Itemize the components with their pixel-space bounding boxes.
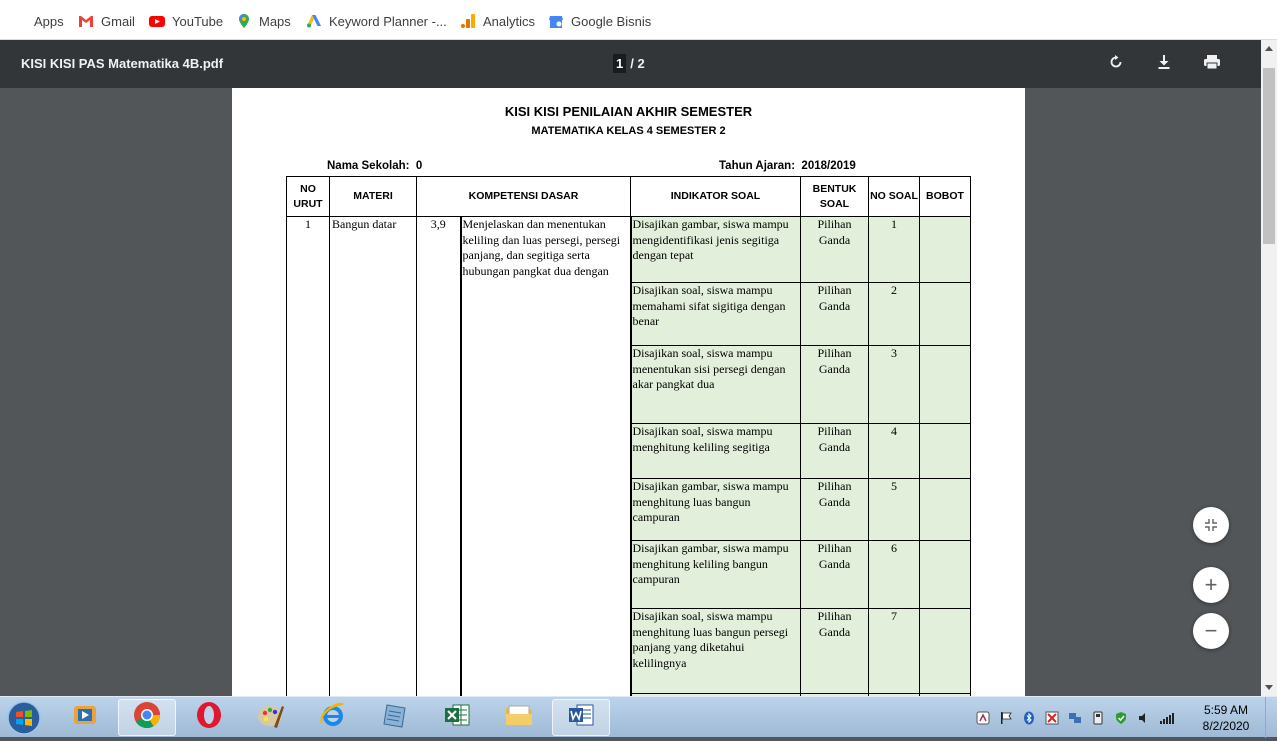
excel-icon [443, 701, 471, 734]
cell-bentuk: Pilihan Ganda [801, 283, 869, 346]
google-my-business-icon [548, 13, 564, 29]
bookmark-label: Maps [259, 13, 291, 29]
page-number-input[interactable]: 1 [613, 54, 626, 73]
cell-indikator: Disajikan soal, siswa mampu menentukan sisi persegi dengan akar pangkat dua [631, 346, 801, 424]
bookmark-label: YouTube [172, 13, 224, 29]
pdf-toolbar [0, 40, 1277, 88]
page-total: / 2 [630, 56, 645, 71]
page-indicator [613, 54, 645, 73]
vertical-scrollbar[interactable] [1261, 40, 1277, 696]
cell-indikator: Disajikan soal, siswa mampu menghitung keliling segitiga [631, 424, 801, 479]
print-icon [1203, 54, 1221, 75]
cell-no-soal: 1 [869, 217, 920, 283]
scroll-up-arrow-icon[interactable] [1265, 46, 1273, 51]
clock-date: 8/2/2020 [1202, 719, 1250, 733]
fit-to-page-button[interactable] [1193, 507, 1229, 543]
action-center-flag-icon[interactable] [998, 711, 1014, 725]
youtube-icon [149, 13, 165, 29]
document-title: KISI KISI PAS Matematika 4B.pdf [21, 56, 224, 71]
taskbar-paint[interactable] [242, 699, 300, 736]
table-row [287, 217, 971, 283]
cell-bentuk: Pilihan Ganda [801, 217, 869, 283]
zoom-out-icon: − [1204, 618, 1218, 643]
media-player-icon [72, 703, 98, 732]
year-label: Tahun Ajaran: [719, 160, 796, 172]
download-icon [1156, 54, 1172, 75]
maps-pin-icon [236, 13, 252, 29]
cell-indikator: Disajikan soal, siswa mampu menghitung luas bangun persegi panjang yang diketahui kelilingnya [631, 609, 801, 694]
cell-no-soal: 3 [869, 346, 920, 424]
zoom-in-button[interactable] [1193, 567, 1229, 603]
bookmark-youtube[interactable] [149, 11, 223, 31]
notepad-icon [381, 701, 409, 734]
header-no-soal: NO SOAL [869, 177, 920, 217]
cell-kd-number: 3,9 [417, 217, 461, 697]
year-value: 2018/2019 [801, 160, 856, 172]
bookmark-gmail[interactable] [78, 11, 135, 31]
cell-bobot [920, 541, 971, 609]
pdf-page [232, 88, 1025, 696]
bookmark-google-bisnis[interactable] [548, 11, 651, 31]
rotate-button[interactable] [1104, 52, 1128, 76]
cell-no-soal: 4 [869, 424, 920, 479]
analytics-icon [460, 13, 476, 29]
taskbar-media-player[interactable] [56, 699, 114, 736]
taskbar-excel[interactable] [428, 699, 486, 736]
cell-bobot [920, 217, 971, 283]
folder-icon [504, 701, 534, 734]
wacom-icon[interactable] [975, 711, 991, 725]
bookmark-analytics[interactable] [460, 11, 535, 31]
taskbar-chrome[interactable] [118, 699, 176, 736]
school-year-field [719, 160, 856, 172]
google-ads-icon [306, 13, 322, 29]
header-no-urut: NO URUT [287, 177, 330, 217]
document-subheading: MATEMATIKA KELAS 4 SEMESTER 2 [531, 125, 726, 137]
taskbar-file-explorer[interactable] [490, 699, 548, 736]
header-kompetensi-dasar: KOMPETENSI DASAR [417, 177, 631, 217]
bookmark-label: Analytics [483, 13, 536, 29]
taskbar-opera[interactable] [180, 699, 238, 736]
internet-explorer-icon [319, 701, 347, 734]
cell-bentuk: Pilihan Ganda [801, 541, 869, 609]
cell-bobot [920, 283, 971, 346]
show-desktop-button[interactable] [1265, 697, 1277, 738]
cell-no-soal: 2 [869, 283, 920, 346]
bookmarks-bar [0, 0, 1277, 40]
signal-strength-icon[interactable] [1159, 711, 1175, 725]
pdf-viewer[interactable] [0, 88, 1261, 696]
usb-device-icon[interactable] [1090, 711, 1106, 725]
table-header-row [287, 177, 971, 217]
school-name-field [327, 160, 422, 172]
cell-bentuk: Pilihan Ganda [801, 609, 869, 694]
taskbar-word[interactable] [552, 699, 610, 736]
cell-bobot [920, 424, 971, 479]
cell-bentuk: Pilihan Ganda [801, 424, 869, 479]
system-clock[interactable] [1196, 702, 1256, 734]
security-shield-icon[interactable] [1113, 711, 1129, 725]
taskbar [0, 696, 1277, 737]
cell-no-soal: 6 [869, 541, 920, 609]
header-materi: MATERI [330, 177, 417, 217]
zoom-in-icon: + [1204, 572, 1218, 597]
cell-bentuk: Pilihan Ganda [801, 479, 869, 541]
system-tray [975, 709, 1175, 727]
document-heading: KISI KISI PENILAIAN AKHIR SEMESTER [504, 104, 753, 119]
bookmark-maps[interactable] [236, 11, 291, 31]
chrome-icon [133, 701, 161, 734]
cell-indikator: Disajikan soal, siswa mampu memahami sifat sigitiga dengan benar [631, 283, 801, 346]
school-label: Nama Sekolah: [327, 160, 410, 172]
volume-icon[interactable] [1136, 711, 1152, 725]
cell-bobot [920, 479, 971, 541]
header-bentuk-soal: BENTUK SOAL [801, 177, 869, 217]
cell-no-urut: 1 [287, 217, 330, 697]
cell-bobot [920, 346, 971, 424]
cell-indikator: Disajikan gambar, siswa mampu mengidentifikasi jenis segitiga dengan tepat [631, 217, 801, 283]
zoom-out-button[interactable] [1193, 613, 1229, 649]
scrollbar-thumb[interactable] [1263, 68, 1275, 244]
bookmark-label: Google Bisnis [571, 13, 652, 29]
bookmark-apps[interactable] [11, 11, 64, 31]
bookmark-label: Gmail [101, 13, 135, 29]
print-button[interactable] [1200, 52, 1224, 76]
cell-bobot [920, 609, 971, 694]
cell-materi: Bangun datar [330, 217, 417, 697]
start-button[interactable] [4, 700, 44, 736]
network-icon[interactable] [1067, 711, 1083, 725]
word-icon [567, 701, 595, 734]
header-indikator-soal: INDIKATOR SOAL [631, 177, 801, 217]
fit-to-page-icon [1204, 512, 1218, 538]
table-body [287, 217, 971, 697]
cell-indikator: Disajikan gambar, siswa mampu menghitung keliling bangun campuran [631, 541, 801, 609]
bluetooth-icon[interactable] [1021, 711, 1037, 725]
bookmark-label: Apps [34, 13, 64, 29]
opera-icon [195, 701, 223, 734]
clock-time: 5:59 AM [1203, 703, 1249, 717]
network-error-icon[interactable] [1044, 711, 1060, 725]
cell-indikator: Disajikan gambar, siswa mampu menghitung luas bangun campuran [631, 479, 801, 541]
rotate-icon [1108, 54, 1124, 75]
download-button[interactable] [1152, 52, 1176, 76]
school-value: 0 [415, 160, 423, 172]
gmail-icon [78, 13, 94, 29]
cell-no-soal: 5 [869, 479, 920, 541]
cell-bentuk: Pilihan Ganda [801, 346, 869, 424]
bookmark-keyword-planner[interactable] [306, 11, 447, 31]
taskbar-internet-explorer[interactable] [304, 699, 362, 736]
cell-no-soal: 7 [869, 609, 920, 694]
header-bobot: BOBOT [920, 177, 971, 217]
bookmark-label: Keyword Planner -... [329, 13, 447, 29]
apps-grid-icon [11, 13, 27, 29]
scroll-down-arrow-icon[interactable] [1265, 685, 1273, 690]
paint-icon [257, 701, 285, 734]
cell-kd-text: Menjelaskan dan menentukan keliling dan luas persegi, persegi panjang, dan segitiga serta hubungan pangkat dua dengan [461, 217, 631, 697]
kisi-kisi-table [286, 176, 971, 696]
taskbar-notepad[interactable] [366, 699, 424, 736]
